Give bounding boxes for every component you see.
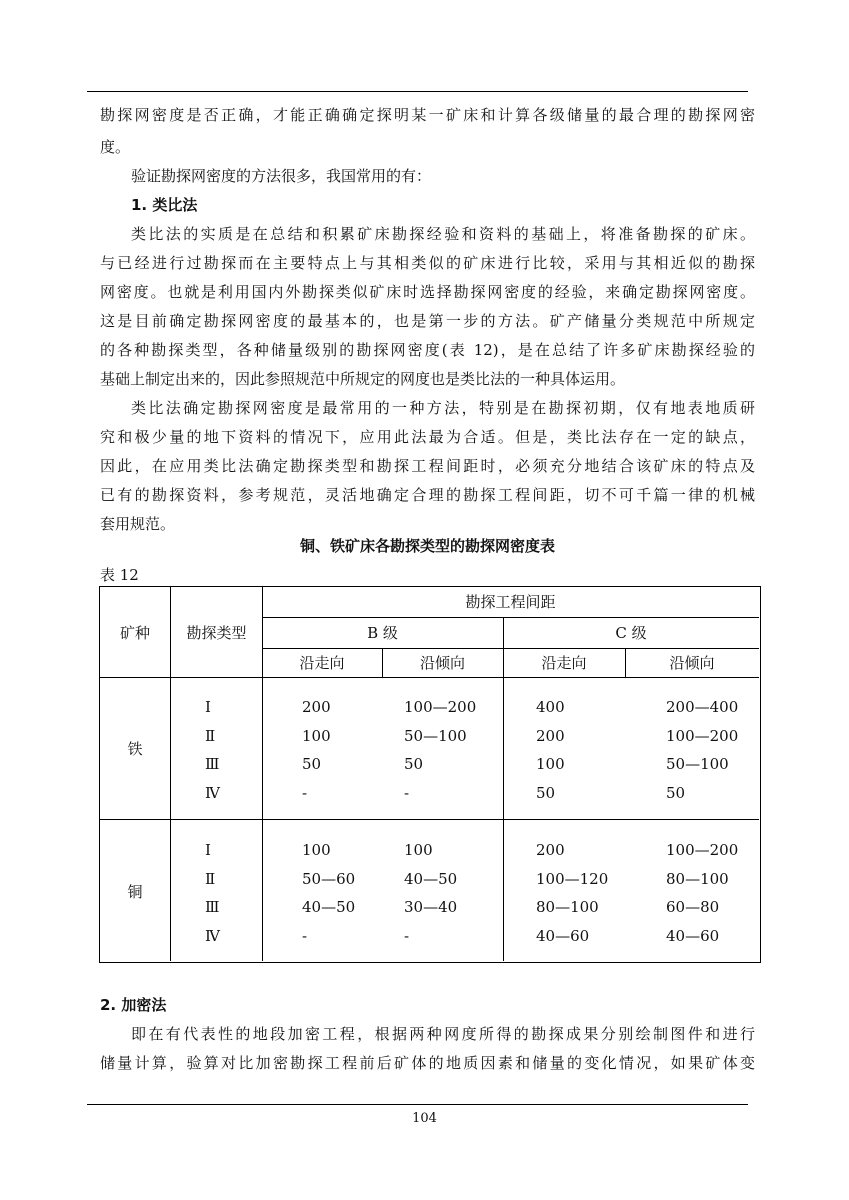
page-number: 104 bbox=[412, 1111, 437, 1126]
value-cell: 400 bbox=[536, 698, 565, 716]
c-dip-column bbox=[666, 693, 738, 807]
value-cell: 40—50 bbox=[302, 898, 356, 916]
table-title: 铜、铁矿床各勘探类型的勘探网密度表 bbox=[299, 537, 555, 555]
value-cell: 50 bbox=[404, 755, 424, 773]
value-cell: 100 bbox=[404, 841, 433, 859]
value-cell: 100 bbox=[302, 726, 331, 745]
type-cell: Ⅱ bbox=[205, 869, 216, 888]
value-cell: 100 bbox=[302, 841, 331, 859]
value-cell: 200—400 bbox=[666, 698, 739, 716]
value-cell: 100—200 bbox=[666, 726, 739, 745]
paragraph-line: 这是目前确定勘探网密度的最基本的，也是第一步的方法。矿产储量分类规范中所规定 bbox=[100, 312, 755, 330]
value-cell: 40—60 bbox=[536, 926, 590, 945]
header-type: 勘探类型 bbox=[186, 624, 247, 642]
paragraph-line: 储量计算，验算对比加密勘探工程前后矿体的地质因素和储量的变化情况，如果矿体变 bbox=[100, 1054, 755, 1072]
value-cell: 40—50 bbox=[404, 869, 458, 888]
type-cell: Ⅳ bbox=[205, 783, 220, 802]
table-rule bbox=[262, 617, 759, 618]
value-cell: - bbox=[302, 783, 308, 802]
type-cell: Ⅰ bbox=[205, 841, 211, 859]
footer-rule bbox=[87, 1104, 748, 1105]
paragraph-line: 类比法的实质是在总结和积累矿床勘探经验和资料的基础上，将准备勘探的矿床。 bbox=[131, 225, 755, 243]
type-cell: Ⅰ bbox=[205, 698, 211, 716]
type-cell: Ⅲ bbox=[205, 898, 220, 916]
value-cell: 50 bbox=[302, 755, 322, 773]
value-cell: 30—40 bbox=[404, 898, 458, 916]
value-cell: - bbox=[404, 783, 410, 802]
value-cell: 60—80 bbox=[666, 898, 720, 916]
value-cell: 50—100 bbox=[666, 755, 729, 773]
header-c-strike: 沿走向 bbox=[541, 654, 587, 672]
header-c-dip: 沿倾向 bbox=[669, 654, 715, 672]
c-strike-column bbox=[536, 836, 608, 950]
paragraph-line: 勘探网密度是否正确，才能正确确定探明某一矿床和计算各级储量的最合理的勘探网密 bbox=[100, 106, 755, 124]
table-rule bbox=[99, 677, 759, 678]
value-cell: 200 bbox=[536, 841, 565, 859]
c-dip-column bbox=[666, 836, 738, 950]
header-rule bbox=[87, 91, 748, 92]
value-cell: - bbox=[302, 926, 308, 945]
section-heading: 1. 类比法 bbox=[131, 196, 198, 214]
value-cell: 40—60 bbox=[666, 926, 720, 945]
type-column bbox=[205, 836, 220, 950]
paragraph-line: 已有的勘探资料，参考规范，灵活地确定合理的勘探工程间距，切不可千篇一律的机械 bbox=[100, 486, 755, 504]
value-cell: 50—100 bbox=[404, 726, 467, 745]
value-cell: 80—100 bbox=[536, 898, 599, 916]
value-cell: 80—100 bbox=[666, 869, 729, 888]
section-heading: 2. 加密法 bbox=[100, 996, 167, 1014]
table-rule bbox=[262, 648, 759, 649]
value-cell: 50—60 bbox=[302, 869, 356, 888]
paragraph-line: 基础上制定出来的，因此参照规范中所规定的网度也是类比法的一种具体运用。 bbox=[100, 370, 626, 388]
header-grade-c: C 级 bbox=[615, 624, 647, 642]
paragraph-line: 套用规范。 bbox=[100, 515, 176, 533]
mineral-cell-iron: 铁 bbox=[127, 740, 143, 758]
c-strike-column bbox=[536, 693, 565, 807]
paragraph-line: 类比法确定勘探网密度是最常用的一种方法，特别是在勘探初期，仅有地表地质研 bbox=[131, 399, 755, 417]
value-cell: - bbox=[404, 926, 410, 945]
value-cell: 100—200 bbox=[666, 841, 739, 859]
table-rule bbox=[99, 819, 759, 820]
header-grade-b: B 级 bbox=[367, 624, 398, 642]
value-cell: 100—120 bbox=[536, 869, 609, 888]
header-spacing: 勘探工程间距 bbox=[465, 593, 556, 611]
value-cell: 50 bbox=[536, 783, 556, 802]
value-cell: 100 bbox=[536, 755, 565, 773]
type-cell: Ⅲ bbox=[205, 755, 220, 773]
paragraph-line: 网密度。也就是利用国内外勘探类似矿床时选择勘探网密度的经验，来确定勘探网密度。 bbox=[100, 283, 755, 301]
paragraph-line: 度。 bbox=[100, 138, 131, 156]
paragraph-line: 因此，在应用类比法确定勘探类型和勘探工程间距时，必须充分地结合该矿床的特点及 bbox=[100, 457, 755, 475]
paragraph-line: 与已经进行过勘探而在主要特点上与其相类似的矿床进行比较，采用与其相近似的勘探 bbox=[100, 254, 755, 272]
paragraph-line: 究和极少量的地下资料的情况下，应用此法最为合适。但是，类比法存在一定的缺点， bbox=[100, 428, 755, 446]
table-label: 表 12 bbox=[100, 566, 139, 584]
header-b-strike: 沿走向 bbox=[299, 654, 345, 672]
type-column bbox=[205, 693, 220, 807]
type-cell: Ⅱ bbox=[205, 726, 216, 745]
value-cell: 50 bbox=[666, 783, 686, 802]
paragraph-line: 的各种勘探类型，各种储量级别的勘探网密度(表 12)，是在总结了许多矿床勘探经验的 bbox=[100, 341, 755, 359]
paragraph-line: 验证勘探网密度的方法很多，我国常用的有： bbox=[131, 167, 432, 185]
value-cell: 200 bbox=[302, 698, 331, 716]
b-dip-column bbox=[404, 693, 476, 807]
b-dip-column bbox=[404, 836, 457, 950]
b-strike-column bbox=[302, 836, 355, 950]
type-cell: Ⅳ bbox=[205, 926, 220, 945]
mineral-cell-copper: 铜 bbox=[127, 883, 143, 901]
b-strike-column bbox=[302, 693, 331, 807]
paragraph-line: 即在有代表性的地段加密工程，根据两种网度所得的勘探成果分别绘制图件和进行 bbox=[131, 1025, 755, 1043]
value-cell: 200 bbox=[536, 726, 565, 745]
value-cell: 100—200 bbox=[404, 698, 477, 716]
header-mineral: 矿种 bbox=[119, 624, 150, 642]
header-b-dip: 沿倾向 bbox=[419, 654, 465, 672]
